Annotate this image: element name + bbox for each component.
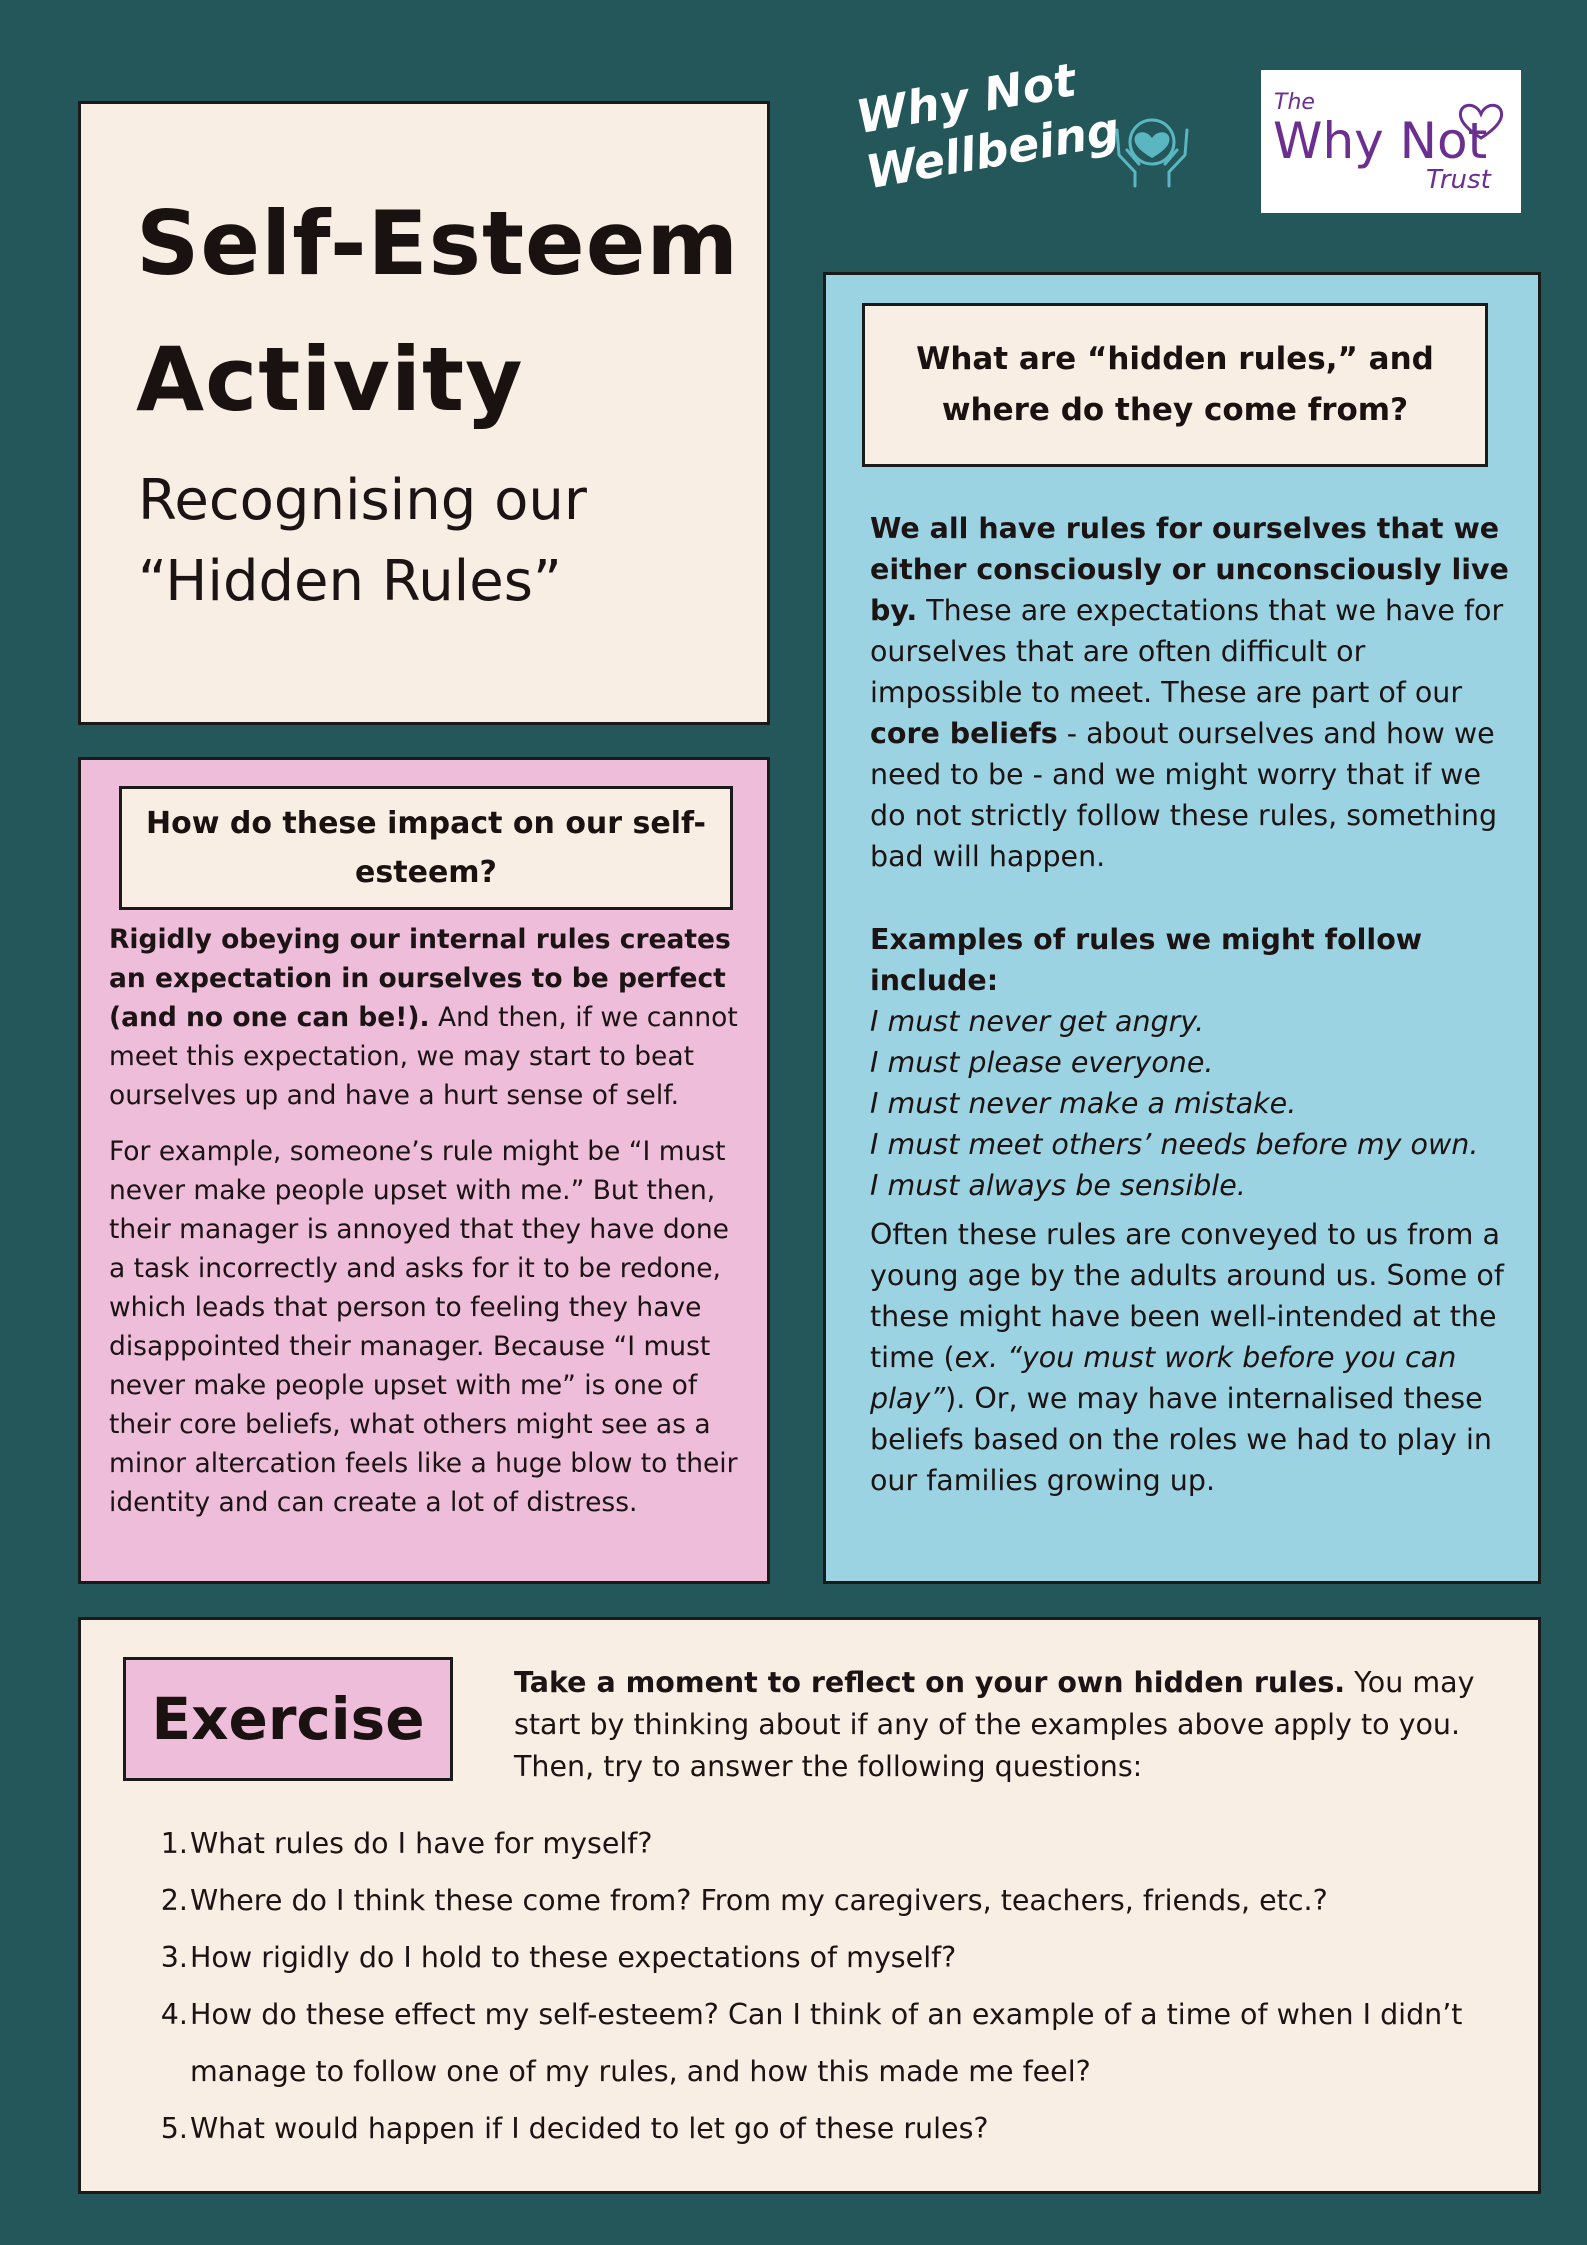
wellbeing-logo-text: Why Not Wellbeing (852, 52, 1124, 200)
hidden-rules-paragraph-1 (870, 508, 1510, 877)
exercise-panel (78, 1617, 1541, 2194)
trust-logo-the: The (1274, 90, 1315, 115)
impact-p1-rest: And then, if we cannot meet this expectation, we may start to beat ourselves up and have a hurt sense of self. (109, 1002, 738, 1111)
hidden-p1-bold2: core beliefs (870, 717, 1058, 750)
page-title: Self-Esteem Activity (136, 192, 740, 431)
hands-heart-icon (1107, 100, 1197, 190)
exercise-label: Exercise (123, 1657, 453, 1781)
hidden-rules-panel (823, 272, 1541, 1584)
trust-logo-why-not: Why Not (1273, 112, 1488, 170)
example-item: I must please everyone. (870, 1046, 1214, 1079)
exercise-intro-rest: You may start by thinking about if any of the examples above apply to you. Then, try to answer the following questions: (514, 1666, 1475, 1783)
question-number: 2. (160, 1884, 188, 1917)
hidden-p3-start: Often these rules are conveyed to us from a young age by the adults around us. Some of these might have been well-intended at the time ( (870, 1218, 1504, 1374)
question-text: How do these effect my self-esteem? Can I think of an example of a time of when I didn’t manage to follow one of my rules, and how this made me feel? (190, 1998, 1463, 2088)
heart-outline-icon (1451, 92, 1511, 152)
impact-p1-bold: Rigidly obeying our internal rules creates an expectation in ourselves to be perfect (and no one can be!). (109, 924, 731, 1033)
exercise-intro (514, 1662, 1514, 1788)
question-number: 5. (160, 2112, 188, 2145)
hidden-p3-end: ). Or, we may have internalised these beliefs based on the roles we had to play in our families growing up. (870, 1382, 1492, 1497)
why-not-trust-logo (1261, 70, 1521, 213)
list-item (133, 1986, 1513, 2100)
question-text: Where do I think these come from? From my caregivers, teachers, friends, etc.? (190, 1884, 1328, 1917)
example-item: I must meet others’ needs before my own. (870, 1128, 1479, 1161)
hidden-p1-end: - about ourselves and how we need to be - and we might worry that if we do not strictly follow these rules, something bad will happen. (870, 717, 1498, 873)
list-item (133, 2100, 1513, 2157)
example-item: I must always be sensible. (870, 1169, 1246, 1202)
hidden-p1-mid: These are expectations that we have for ourselves that are often difficult or impossible to meet. These are part of our (870, 594, 1504, 709)
trust-logo-trust: Trust (1426, 165, 1491, 195)
hidden-p3-italic: ex. “you must work before you can play” (870, 1341, 1457, 1415)
list-item (133, 1815, 1513, 1872)
list-item (133, 1872, 1513, 1929)
question-text: What rules do I have for myself? (190, 1827, 653, 1860)
page-subtitle: Recognising our “Hidden Rules” (138, 468, 587, 614)
impact-panel (78, 757, 770, 1584)
hidden-rules-heading: What are “hidden rules,” and where do they come from? (862, 303, 1488, 467)
impact-paragraph-1 (109, 920, 749, 1115)
question-text: What would happen if I decided to let go of these rules? (190, 2112, 989, 2145)
list-item (133, 1929, 1513, 1986)
exercise-questions (133, 1815, 1513, 2157)
examples-heading: Examples of rules we might follow include: (870, 923, 1423, 997)
example-item: I must never make a mistake. (870, 1087, 1297, 1120)
example-item: I must never get angry. (870, 1005, 1205, 1038)
impact-paragraph-2: For example, someone’s rule might be “I must never make people upset with me.” But then, their manager is annoyed that they have done a task incorrectly and asks for it to be redone, which leads that person to feeling they have disappointed their manager. Because “I must never make people upset with me” is one of their core beliefs, what others might see as a minor altercation feels like a huge blow to their identity and can create a lot of distress. (109, 1136, 738, 1518)
question-number: 3. (160, 1941, 188, 1974)
impact-heading: How do these impact on our self-esteem? (119, 786, 733, 910)
exercise-intro-bold: Take a moment to reflect on your own hidden rules. (514, 1666, 1346, 1699)
hidden-p1-bold: We all have rules for ourselves that we either consciously or unconsciously live by. (870, 512, 1509, 627)
hidden-rules-paragraph-3 (870, 1214, 1520, 1501)
question-number: 4. (160, 1998, 188, 2031)
rule-examples (870, 919, 1520, 1206)
question-number: 1. (160, 1827, 188, 1860)
title-panel (78, 101, 770, 725)
question-text: How rigidly do I hold to these expectations of myself? (190, 1941, 957, 1974)
wellbeing-logo (852, 52, 1202, 228)
